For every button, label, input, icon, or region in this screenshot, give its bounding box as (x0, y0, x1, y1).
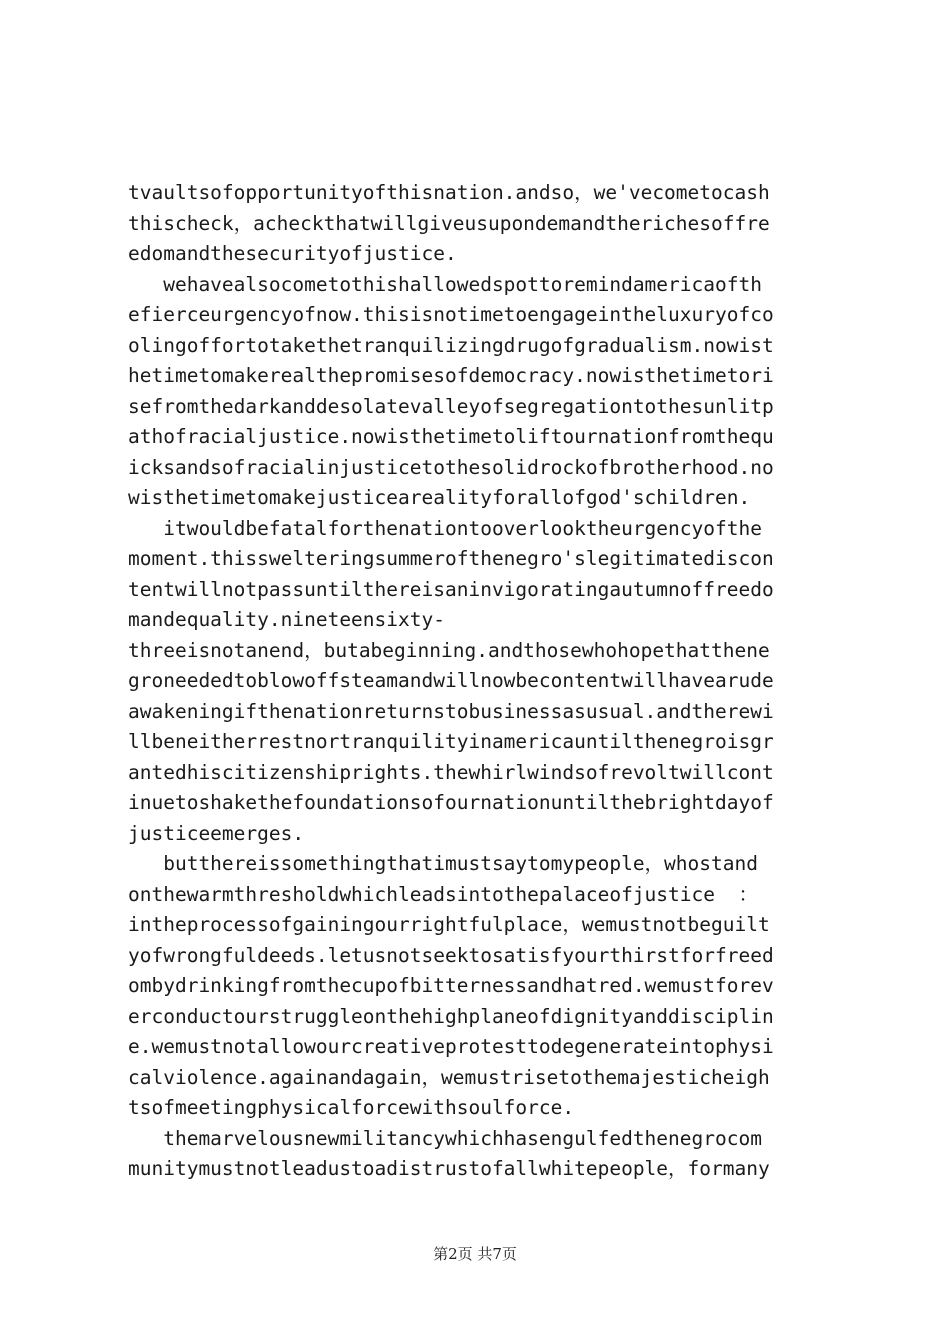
text-line: wisthetimetomakejusticearealityforallofgod'schildren. (128, 486, 751, 509)
text-line: justiceemerges. (128, 821, 305, 845)
text-line: yofwrongfuldeeds.letusnotseektosatisfyourthirstforfreed (128, 943, 774, 967)
text-line: groneededtoblowoffsteamandwillnowbecontentwillhavearude (128, 669, 774, 692)
text-line: olingoffortotakethetranquilizingdrugofgradualism.nowist (128, 333, 774, 357)
text-line: calviolence.againandagain，wemustrisetothemajesticheigh (128, 1065, 770, 1089)
text-line: edomandthesecurityofjustice. (128, 242, 457, 265)
document-body (128, 178, 834, 1185)
text-line: athofracialjustice.nowisthetimetoliftournationfromthequ (128, 425, 774, 448)
text-line: llbeneitherrestnortranquilityinamericauntilthenegroisgr (128, 730, 774, 753)
text-line: antedhiscitizenshiprights.thewhirlwindsofrevoltwillcont (128, 760, 774, 784)
text-line: moment.thisswelteringsummerofthenegro'slegitimatediscon (128, 547, 774, 570)
text-line: ombydrinkingfromthecupofbitternessandhatred.wemustforev (128, 974, 774, 997)
text-line: tentwillnotpassuntilthereisaninvigoratingautumnoffreedo (128, 577, 774, 601)
text-line: intheprocessofgainingourrightfulplace，wemustnotbeguilt (128, 913, 770, 936)
text-line: hetimetomakerealthepromisesofdemocracy.nowisthetimetori (128, 364, 774, 387)
text-line: inuetoshakethefoundationsofournationuntilthebrightdayof (128, 791, 774, 814)
text-line: tvaultsofopportunityofthisnation.andso，we'vecometocash (128, 181, 770, 204)
text-line: onthewarmthresholdwhichleadsintothepalaceofjustice ： (128, 882, 758, 906)
text-line: awakeningifthenationreturnstobusinessasusual.andtherewi (128, 699, 774, 723)
text-line: butthereissomethingthatimustsaytomypeople，whostand (128, 852, 758, 875)
text-line: themarvelousnewmilitancywhichhasengulfedthenegrocom (128, 1126, 762, 1150)
text-line: threeisnotanend，butabeginning.andthosewhohopethatthene (128, 638, 770, 662)
text-line: sefromthedarkanddesolatevalleyofsegregationtothesunlitp (128, 394, 774, 418)
text-line: e.wemustnotallowourcreativeprotesttodegenerateintophysi (128, 1035, 774, 1058)
text-line: mandequality.nineteensixty- (128, 608, 445, 631)
text-line: icksandsofracialinjusticetothesolidrockofbrotherhood.no (128, 455, 774, 479)
text-line: efierceurgencyofnow.thisisnotimetoengageintheluxuryofco (128, 303, 774, 326)
text-line: erconductourstruggleonthehighplaneofdignityanddisciplin (128, 1004, 774, 1028)
text-line: tsofmeetingphysicalforcewithsoulforce. (128, 1096, 575, 1119)
text-line: munitymustnotleadustoadistrustofallwhitepeople，formany (128, 1157, 770, 1180)
text-line: wehavealsocometothishallowedspottoremindamericaofth (128, 272, 762, 296)
page-number-footer: 第2页 共7页 (433, 1245, 517, 1263)
text-line: thischeck，acheckthatwillgiveusupondemandtherichesoffre (128, 211, 770, 235)
text-line: itwouldbefatalforthenationtooverlooktheurgencyofthe (128, 516, 762, 540)
